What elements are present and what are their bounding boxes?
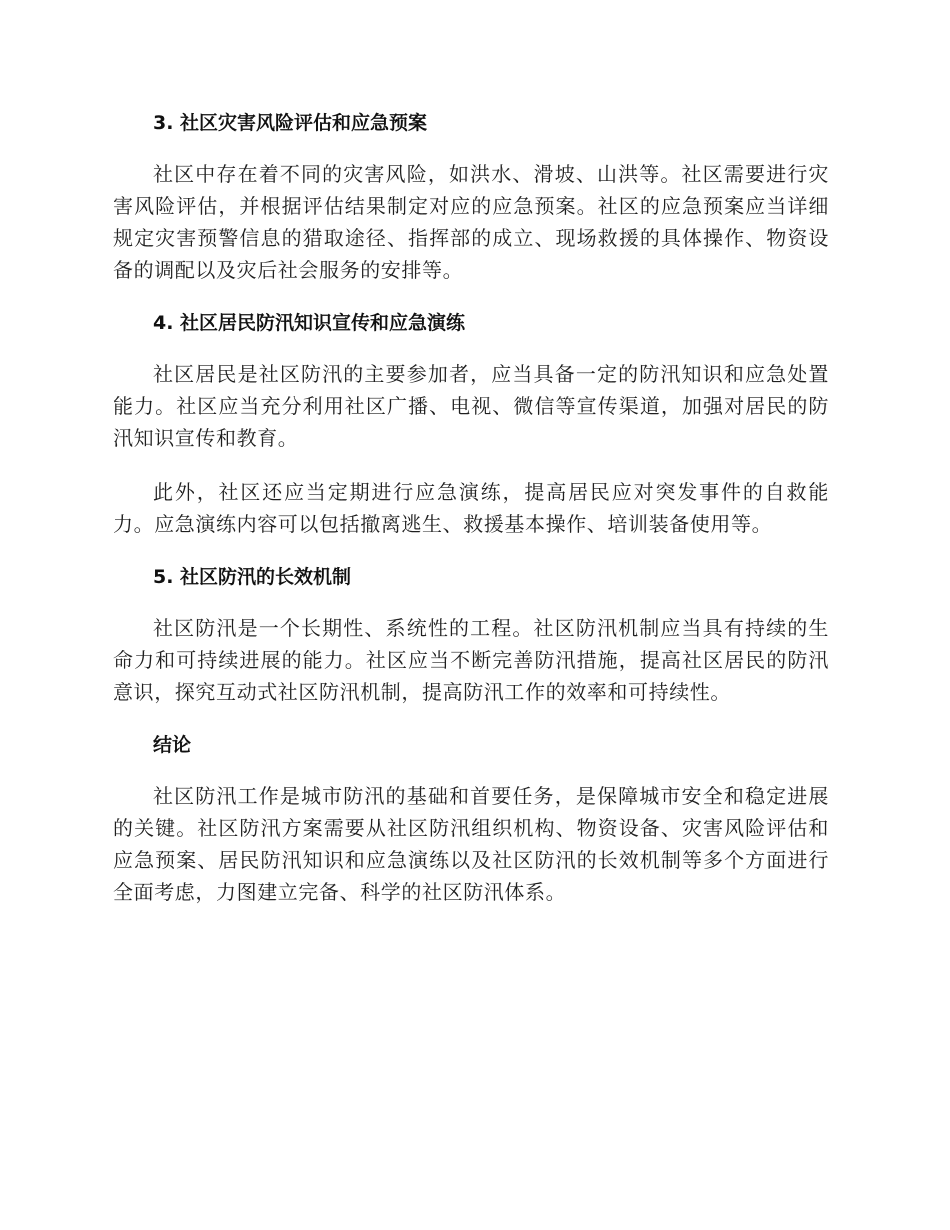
conclusion-heading: 结论 [153, 734, 192, 756]
section-4-heading: 4. 社区居民防汛知识宣传和应急演练 [153, 312, 466, 334]
conclusion-paragraph-1: 社区防汛工作是城市防汛的基础和首要任务，是保障城市安全和稳定进展的关键。社区防汛方案需要从社区防汛组织机构、物资设备、灾害风险评估和应急预案、居民防汛知识和应急演练以及社区防汛的长效机制等多个方面进行全面考虑，力图建立完备、科学的社区防汛体系。 [113, 784, 829, 904]
section-4-paragraph-2: 此外，社区还应当定期进行应急演练，提高居民应对突发事件的自救能力。应急演练内容可以包括撤离逃生、救援基本操作、培训装备使用等。 [113, 480, 829, 536]
section-3-paragraph-1: 社区中存在着不同的灾害风险，如洪水、滑坡、山洪等。社区需要进行灾害风险评估，并根据评估结果制定对应的应急预案。社区的应急预案应当详细规定灾害预警信息的猎取途径、指挥部的成立、现场救援的具体操作、物资设备的调配以及灾后社会服务的安排等。 [113, 162, 829, 282]
section-4-paragraph-1: 社区居民是社区防汛的主要参加者，应当具备一定的防汛知识和应急处置能力。社区应当充分利用社区广播、电视、微信等宣传渠道，加强对居民的防汛知识宣传和教育。 [113, 362, 829, 450]
section-5-paragraph-1: 社区防汛是一个长期性、系统性的工程。社区防汛机制应当具有持续的生命力和可持续进展的能力。社区应当不断完善防汛措施，提高社区居民的防汛意识，探究互动式社区防汛机制，提高防汛工作的效率和可持续性。 [113, 616, 829, 704]
document-page [113, 108, 829, 930]
section-5-heading: 5. 社区防汛的长效机制 [153, 566, 352, 588]
section-3-heading: 3. 社区灾害风险评估和应急预案 [153, 112, 428, 134]
